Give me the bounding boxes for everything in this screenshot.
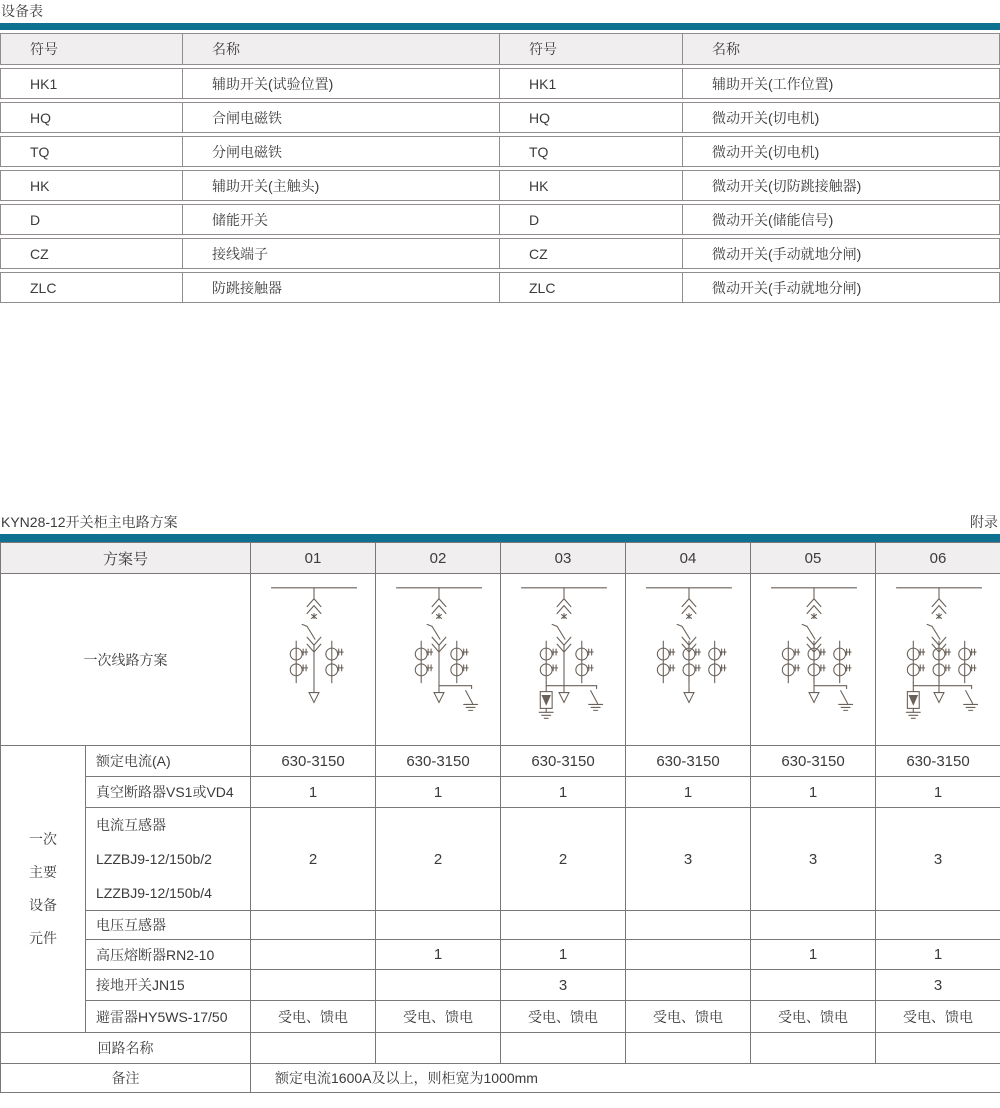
spec-value-cell: 1: [251, 777, 376, 808]
scheme-table: [0, 542, 1000, 1093]
equipment-table-title: 设备表: [1, 3, 43, 19]
spec-value-cell: 3: [501, 970, 626, 1001]
symbol-cell: ZLC: [500, 272, 683, 303]
primary-equipment-group-label: [1, 746, 86, 1033]
primary-wiring-row: [1, 574, 1000, 746]
spec-row: [1, 1001, 1000, 1033]
circuit-name-value-cell: [751, 1033, 876, 1064]
symbol-cell: HK1: [0, 68, 183, 99]
circuit-diagram-03: [501, 574, 626, 746]
spec-value-cell: [876, 911, 1000, 940]
spec-value-cell: 630-3150: [251, 746, 376, 777]
spec-value-cell: 2: [376, 808, 501, 911]
spec-value-cell: 1: [376, 940, 501, 970]
header-cell-symbol: 符号: [0, 33, 183, 65]
name-cell: 微动开关(储能信号): [683, 204, 1000, 235]
spec-value-cell: [626, 970, 751, 1001]
header-cell-name: 名称: [683, 33, 1000, 65]
spec-value-cell: 3: [626, 808, 751, 911]
symbol-cell: HK1: [500, 68, 683, 99]
spec-value-cell: [751, 970, 876, 1001]
table-row: [0, 170, 1000, 201]
spec-row-label: 避雷器HY5WS-17/50: [86, 1001, 251, 1033]
name-cell: 辅助开关(工作位置): [683, 68, 1000, 99]
scheme-id-cell: 01: [251, 543, 376, 574]
name-cell: 微动开关(切电机): [683, 102, 1000, 133]
label-line: LZZBJ9-12/150b/4: [96, 885, 212, 901]
spec-value-cell: [376, 970, 501, 1001]
circuit-diagram-01: [251, 574, 376, 746]
symbol-cell: ZLC: [0, 272, 183, 303]
label-line: LZZBJ9-12/150b/2: [96, 851, 212, 867]
spec-value-cell: 受电、馈电: [876, 1001, 1000, 1033]
spec-value-cell: [501, 911, 626, 940]
spec-row-label: 额定电流(A): [86, 746, 251, 777]
spec-row-label: [86, 808, 251, 911]
spec-row-current-transformer: [1, 808, 1000, 911]
spec-value-cell: 630-3150: [876, 746, 1000, 777]
spec-value-cell: 3: [876, 970, 1000, 1001]
header-cell-symbol: 符号: [500, 33, 683, 65]
spec-value-cell: 3: [876, 808, 1000, 911]
spec-value-cell: 630-3150: [626, 746, 751, 777]
spec-value-cell: [251, 911, 376, 940]
spec-row: [1, 777, 1000, 808]
name-cell: 微动开关(手动就地分闸): [683, 272, 1000, 303]
spec-value-cell: 1: [376, 777, 501, 808]
spec-value-cell: 受电、馈电: [751, 1001, 876, 1033]
name-cell: 分闸电磁铁: [183, 136, 500, 167]
appendix-label: 附录: [970, 514, 998, 530]
header-cell-name: 名称: [183, 33, 500, 65]
table-row: [0, 204, 1000, 235]
table-row: [0, 68, 1000, 99]
spec-value-cell: [251, 970, 376, 1001]
spec-row: [1, 746, 1000, 777]
circuit-diagram-05: [751, 574, 876, 746]
name-cell: 微动开关(切电机): [683, 136, 1000, 167]
spec-value-cell: 受电、馈电: [376, 1001, 501, 1033]
one-line-diagram-svg: [501, 574, 626, 742]
spec-row: [1, 940, 1000, 970]
one-line-diagram-svg: [751, 574, 876, 742]
remark-row: [1, 1064, 1000, 1093]
spec-value-cell: 1: [876, 940, 1000, 970]
symbol-cell: CZ: [0, 238, 183, 269]
symbol-cell: D: [0, 204, 183, 235]
spec-value-cell: 2: [501, 808, 626, 911]
one-line-diagram-svg: [876, 574, 1000, 742]
name-cell: 辅助开关(主触头): [183, 170, 500, 201]
scheme-id-cell: 04: [626, 543, 751, 574]
spec-value-cell: [376, 911, 501, 940]
name-cell: 防跳接触器: [183, 272, 500, 303]
circuit-name-value-cell: [626, 1033, 751, 1064]
spec-value-cell: [626, 940, 751, 970]
spec-value-cell: [251, 940, 376, 970]
circuit-name-value-cell: [876, 1033, 1000, 1064]
circuit-name-value-cell: [376, 1033, 501, 1064]
group-label-line: 主要: [29, 864, 57, 880]
equipment-table: [0, 30, 1000, 306]
section-gap: [0, 306, 1000, 511]
spec-value-cell: [626, 911, 751, 940]
circuit-diagram-04: [626, 574, 751, 746]
symbol-cell: HQ: [500, 102, 683, 133]
symbol-cell: D: [500, 204, 683, 235]
group-label-line: 一次: [29, 831, 57, 847]
spec-value-cell: 受电、馈电: [626, 1001, 751, 1033]
symbol-cell: TQ: [500, 136, 683, 167]
spec-value-cell: 1: [876, 777, 1000, 808]
scheme-header-row: [1, 543, 1000, 574]
circuit-diagram-02: [376, 574, 501, 746]
spec-value-cell: 1: [751, 777, 876, 808]
symbol-cell: HK: [500, 170, 683, 201]
remark-label-cell: 备注: [1, 1064, 251, 1093]
spec-value-cell: 2: [251, 808, 376, 911]
name-cell: 微动开关(切防跳接触器): [683, 170, 1000, 201]
scheme-table-title: KYN28-12开关柜主电路方案: [1, 514, 178, 530]
table-row: [0, 136, 1000, 167]
spec-value-cell: 1: [501, 940, 626, 970]
accent-bar-top: [0, 23, 1000, 30]
spec-value-cell: [751, 911, 876, 940]
circuit-name-value-cell: [501, 1033, 626, 1064]
spec-value-cell: 1: [501, 777, 626, 808]
circuit-name-row: [1, 1033, 1000, 1064]
equipment-table-header-row: [0, 33, 1000, 65]
one-line-diagram-svg: [376, 574, 501, 742]
name-cell: 接线端子: [183, 238, 500, 269]
spec-row-label: 真空断路器VS1或VD4: [86, 777, 251, 808]
table-row: [0, 238, 1000, 269]
spec-value-cell: 受电、馈电: [251, 1001, 376, 1033]
name-cell: 合闸电磁铁: [183, 102, 500, 133]
spec-row: [1, 970, 1000, 1001]
scheme-id-cell: 06: [876, 543, 1000, 574]
spec-row: [1, 911, 1000, 940]
spec-value-cell: 3: [751, 808, 876, 911]
name-cell: 辅助开关(试验位置): [183, 68, 500, 99]
spec-row-label: 接地开关JN15: [86, 970, 251, 1001]
symbol-cell: CZ: [500, 238, 683, 269]
circuit-name-label-cell: 回路名称: [1, 1033, 251, 1064]
spec-value-cell: 受电、馈电: [501, 1001, 626, 1033]
spec-value-cell: 1: [751, 940, 876, 970]
primary-wiring-label-cell: 一次线路方案: [1, 574, 251, 746]
scheme-id-cell: 05: [751, 543, 876, 574]
spec-value-cell: 630-3150: [501, 746, 626, 777]
symbol-cell: HK: [0, 170, 183, 201]
group-label-line: 元件: [29, 930, 57, 946]
remark-text: 额定电流1600A及以上，则柜宽为1000mm: [251, 1064, 1000, 1093]
spec-value-cell: 630-3150: [751, 746, 876, 777]
group-label-line: 设备: [29, 897, 57, 913]
label-line: 电流互感器: [96, 817, 166, 833]
circuit-diagram-06: [876, 574, 1000, 746]
one-line-diagram-svg: [251, 574, 376, 742]
spec-row-label: 电压互感器: [86, 911, 251, 940]
spec-value-cell: 1: [626, 777, 751, 808]
circuit-name-value-cell: [251, 1033, 376, 1064]
table-row: [0, 272, 1000, 303]
symbol-cell: HQ: [0, 102, 183, 133]
name-cell: 储能开关: [183, 204, 500, 235]
symbol-cell: TQ: [0, 136, 183, 167]
scheme-id-cell: 02: [376, 543, 501, 574]
table-row: [0, 102, 1000, 133]
plan-no-label-cell: 方案号: [1, 543, 251, 574]
spec-row-label: 高压熔断器RN2-10: [86, 940, 251, 970]
name-cell: 微动开关(手动就地分闸): [683, 238, 1000, 269]
scheme-id-cell: 03: [501, 543, 626, 574]
accent-bar-bottom: [0, 534, 1000, 542]
one-line-diagram-svg: [626, 574, 751, 742]
spec-value-cell: 630-3150: [376, 746, 501, 777]
